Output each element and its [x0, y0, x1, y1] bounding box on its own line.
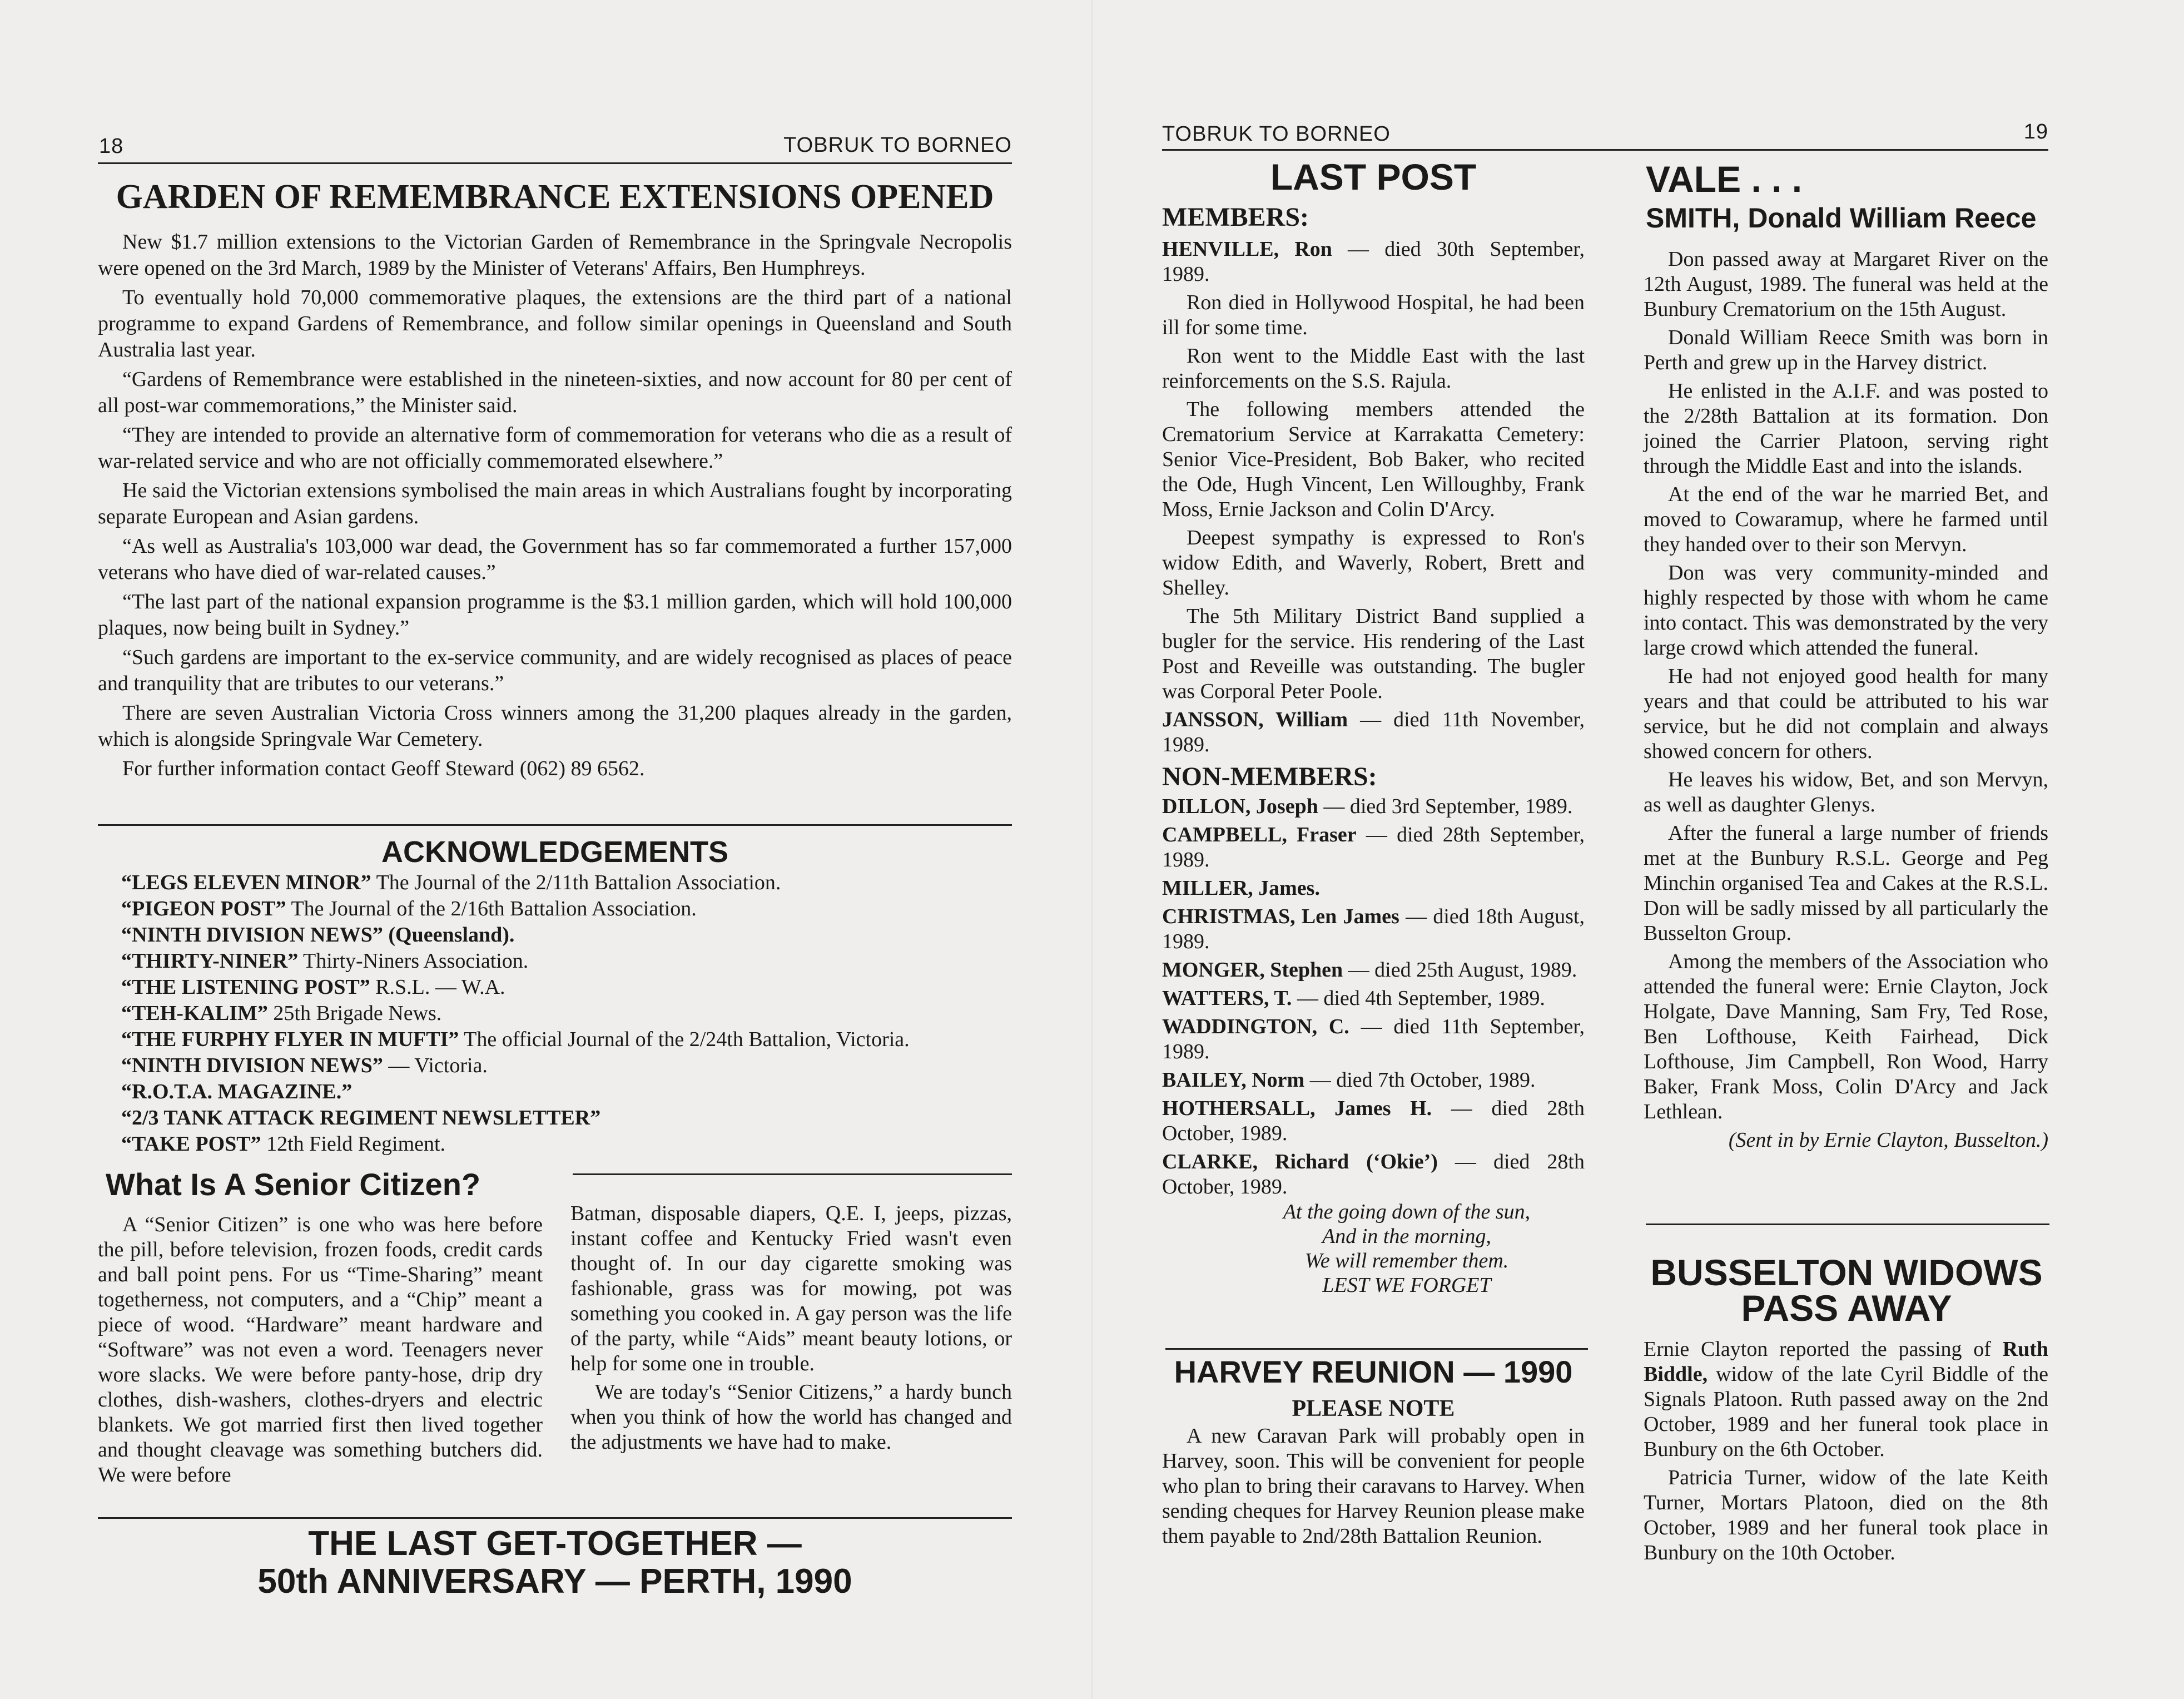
obituary-paragraph: Deepest sympathy is expressed to Ron's widow Edith, and Waverly, Robert, Brett and Shelley.: [1162, 526, 1585, 600]
ack-item-name: “PIGEON POST”: [121, 897, 286, 920]
running-head: TOBRUK TO BORNEO: [783, 133, 1012, 157]
ack-item: [121, 1000, 1011, 1027]
obituary-name: HENVILLE, Ron: [1162, 237, 1332, 261]
ack-item-name: “R.O.T.A. MAGAZINE.”: [121, 1080, 353, 1103]
senior-column-2: [570, 1201, 1012, 1455]
vale-title: VALE . . .: [1646, 158, 1803, 200]
members-heading: MEMBERS:: [1162, 202, 1309, 232]
obituary-entry: [1162, 1014, 1585, 1064]
garden-title: GARDEN OF REMEMBRANCE EXTENSIONS OPENED: [116, 178, 994, 216]
obituary-name: HOTHERSALL, James H.: [1162, 1097, 1432, 1120]
ack-item-name: “TAKE POST”: [121, 1132, 261, 1156]
obituary-date: — died 28th September, 1989.: [1162, 823, 1585, 871]
last-post-title: LAST POST: [1270, 156, 1477, 197]
section-rule: [98, 824, 1012, 826]
obituary-entry: [1162, 1096, 1585, 1146]
garden-paragraph: “They are intended to provide an alternative form of commemoration for veterans who die as a result of war-related service and who are not officially commemorated elsewhere.”: [98, 423, 1012, 473]
vale-paragraph: He had not enjoyed good health for many years and that could be attributed to his war service, but he did not complain and always showed concern for others.: [1644, 665, 2048, 763]
ack-item: [121, 948, 1011, 974]
page-number: 18: [99, 135, 124, 158]
obituary-date: — died 11th September, 1989.: [1162, 1015, 1585, 1063]
ack-item-desc: 25th Brigade News.: [267, 1002, 442, 1025]
ack-item-name: “NINTH DIVISION NEWS”: [121, 1054, 383, 1077]
vale-paragraph: Donald William Reece Smith was born in Perth and grew up in the Harvey district.: [1644, 326, 2048, 374]
obituary-paragraph: The 5th Military District Band supplied a bugler for the service. His rendering of the Last Post and Reveille was outstanding. The bugler was Corporal Peter Poole.: [1162, 605, 1585, 703]
vale-paragraph: Don passed away at Margaret River on the 12th August, 1989. The funeral was held at the Bunbury Crematorium on the 15th August.: [1644, 247, 2048, 321]
harvey-please-note: PLEASE NOTE: [1292, 1396, 1455, 1421]
garden-paragraph: To eventually hold 70,000 commemorative plaques, the extensions are the third part of a national programme to expand Gardens of Remembrance, and follow similar openings in Queensland and South Australia last year.: [98, 286, 1012, 361]
ack-item-name: “THE FURPHY FLYER IN MUFTI”: [121, 1028, 459, 1051]
ack-item-name: “THIRTY-NINER”: [121, 949, 299, 973]
busselton-column: [1644, 1337, 2048, 1569]
section-rule: [1646, 1224, 2049, 1225]
garden-paragraph: For further information contact Geoff Steward (062) 89 6562.: [122, 757, 645, 780]
obituary-date: — died 28th October, 1989.: [1162, 1097, 1585, 1145]
ack-item-desc: — Victoria.: [383, 1054, 488, 1077]
last-post-column: [1162, 201, 1585, 1297]
harvey-reunion-title: HARVEY REUNION — 1990: [1174, 1354, 1573, 1389]
ack-item-name: “TEH-KALIM”: [121, 1002, 268, 1025]
obituary-paragraph: Ron went to the Middle East with the last reinforcements on the S.S. Rajula.: [1162, 344, 1585, 393]
obituary-entry: [1162, 904, 1585, 954]
ack-item: [121, 1079, 1011, 1105]
ack-item: [121, 1053, 1011, 1079]
vale-name: SMITH, Donald William Reece: [1646, 202, 2037, 234]
obituary-name: WADDINGTON, C.: [1162, 1015, 1349, 1038]
ack-item-desc: Thirty-Niners Association.: [298, 949, 529, 973]
vale-paragraph: At the end of the war he married Bet, and moved to Cowaramup, where he farmed until they handed over to their son Mervyn.: [1644, 483, 2048, 556]
section-rule: [573, 1173, 1012, 1175]
header-rule: [98, 162, 1012, 164]
vale-paragraph: He enlisted in the A.I.F. and was posted to the 2/28th Battalion at its formation. Don joined the Carrier Platoon, serving right through the Middle East and into the islands.: [1644, 379, 2048, 478]
vale-column: [1644, 247, 2048, 1153]
obituary-date: — died 25th August, 1989.: [1343, 958, 1577, 982]
section-rule: [1165, 1348, 1588, 1350]
get-together-line-1: THE LAST GET-TOGETHER —: [308, 1524, 802, 1563]
obituary-entry: [1162, 958, 1585, 983]
obituary-name: CLARKE, Richard (‘Okie’): [1162, 1150, 1438, 1173]
busselton-paragraph: Patricia Turner, widow of the late Keith Turner, Mortars Platoon, died on the 8th October, 1989 and her funeral took place in Bunbury on the 10th October.: [1644, 1466, 2048, 1564]
page-number: 19: [2023, 120, 2048, 143]
ack-item: [121, 896, 1011, 922]
obituary-entry: [1162, 707, 1585, 757]
obituary-date: — died 7th October, 1989.: [1304, 1068, 1536, 1092]
section-rule: [98, 1517, 1012, 1519]
vale-paragraph: After the funeral a large number of friends met at the Bunbury R.S.L. George and Peg Minchin organised Tea and Cakes at the R.S.L. Don will be sadly missed by all particularly the Busselton Group.: [1644, 821, 2048, 945]
ack-item-name: “LEGS ELEVEN MINOR”: [121, 871, 371, 894]
busselton-paragraph: [1644, 1337, 2048, 1462]
garden-article: [98, 229, 1012, 785]
ack-item: [121, 974, 1011, 1000]
obituary-entry: [1162, 794, 1585, 819]
obituary-paragraph: The following members attended the Crematorium Service at Karrakatta Cemetery: Senior Vice-President, Bob Baker, who recited the Ode, Hugh Vincent, Len Willoughby, Frank Moss, Ernie Jackson and Colin D'Arcy.: [1162, 398, 1585, 521]
ode-line: And in the morning,: [1322, 1225, 1491, 1248]
obituary-entry: [1162, 237, 1585, 287]
senior-column-1: [98, 1212, 543, 1488]
obituary-date: — died 11th November, 1989.: [1162, 708, 1585, 756]
ack-item: [121, 1131, 1011, 1157]
busselton-text: widow of the late Cyril Biddle of the Signals Platoon. Ruth passed away on the 2nd October, 1989 and her funeral took place in Bunbury on the 6th October.: [1644, 1363, 2048, 1461]
obituary-name: BAILEY, Norm: [1162, 1068, 1305, 1092]
garden-paragraph: “The last part of the national expansion programme is the $3.1 million garden, which will hold 100,000 plaques, now being built in Sydney.”: [98, 590, 1012, 640]
garden-paragraph: “As well as Australia's 103,000 war dead, the Government has so far commemorated a further 157,000 veterans who have died of war-related causes.”: [98, 534, 1012, 584]
busselton-title-line: PASS AWAY: [1741, 1287, 1952, 1329]
non-members-heading: NON-MEMBERS:: [1162, 762, 1377, 791]
ack-item-name: “NINTH DIVISION NEWS” (Queensland).: [121, 923, 515, 947]
ack-item: [121, 1105, 1011, 1131]
ack-item: [121, 1027, 1011, 1053]
busselton-widow-name: Ruth Biddle,: [1644, 1338, 2048, 1386]
busselton-title: [1644, 1252, 2049, 1329]
obituary-name: JANSSON, William: [1162, 708, 1348, 731]
garden-paragraph: There are seven Australian Victoria Cross winners among the 31,200 plaques already in the garden, which is alongside Springvale War Cemetery.: [98, 701, 1012, 751]
ode-line: We will remember them.: [1304, 1249, 1509, 1272]
senior-paragraph: Batman, disposable diapers, Q.E. I, jeeps, pizzas, instant coffee and Kentucky Fried wasn't even thought of. In our day cigarette smoking was fashionable, grass was for mowing, pot was something you cooked in. A gay person was the life of the party, while “Aids” meant beauty lotions, or help for some one in trouble.: [570, 1202, 1012, 1375]
ack-item-desc: R.S.L. — W.A.: [370, 975, 505, 999]
garden-paragraph: “Gardens of Remembrance were established in the nineteen-sixties, and now account for 80 per cent of all post-war commemorations,” the Minister said.: [98, 368, 1012, 417]
acknowledgements-list: [121, 870, 1011, 1157]
obituary-date: — died 18th August, 1989.: [1162, 905, 1585, 953]
obituary-entry: [1162, 1150, 1585, 1200]
obituary-entry: [1162, 823, 1585, 873]
ode-line: At the going down of the sun,: [1283, 1200, 1531, 1224]
garden-paragraph: He said the Victorian extensions symbolised the main areas in which Australians fought by incorporating separate European and Asian gardens.: [98, 479, 1012, 528]
obituary-name: DILLON, Joseph: [1162, 795, 1318, 818]
obituary-date: — died 4th September, 1989.: [1292, 987, 1545, 1010]
obituary-date: — died 3rd September, 1989.: [1318, 795, 1573, 818]
obituary-paragraph: Ron died in Hollywood Hospital, he had been ill for some time.: [1162, 291, 1585, 339]
harvey-reunion-text: [1162, 1424, 1585, 1549]
obituary-name: MILLER, James.: [1162, 876, 1320, 900]
garden-paragraph: New $1.7 million extensions to the Victorian Garden of Remembrance in the Springvale Necropolis were opened on the 3rd March, 1989 by the Minister of Veterans' Affairs, Ben Humphreys.: [98, 230, 1012, 280]
obituary-name: WATTERS, T.: [1162, 987, 1292, 1010]
ack-item-name: “THE LISTENING POST”: [121, 975, 370, 999]
get-together-line-2: 50th ANNIVERSARY — PERTH, 1990: [257, 1562, 852, 1601]
obituary-name: CAMPBELL, Fraser: [1162, 823, 1357, 846]
obituary-name: MONGER, Stephen: [1162, 958, 1343, 982]
senior-paragraph: We are today's “Senior Citizens,” a hardy bunch when you think of how the world has changed and the adjustments we have had to make.: [570, 1380, 1012, 1454]
ode-verse: [1162, 1200, 1585, 1297]
ack-item: [121, 870, 1011, 896]
header-rule: [1162, 149, 2048, 151]
ack-item-name: “2/3 TANK ATTACK REGIMENT NEWSLETTER”: [121, 1106, 601, 1130]
ack-item-desc: The Journal of the 2/16th Battalion Association.: [286, 897, 697, 920]
ack-item: [121, 922, 1011, 948]
running-head: TOBRUK TO BORNEO: [1162, 122, 1391, 146]
busselton-title-line: BUSSELTON WIDOWS: [1650, 1252, 2043, 1293]
obituary-date: — died 30th September, 1989.: [1162, 237, 1585, 286]
senior-citizen-title: What Is A Senior Citizen?: [106, 1167, 481, 1202]
busselton-text: Ernie Clayton reported the passing of: [1644, 1338, 2003, 1361]
vale-paragraph: Among the members of the Association who attended the funeral were: Ernie Clayton, Jock Holgate, Dave Manning, Sam Fry, Ted Rose, Ben Lofthouse, Keith Fairhead, Dick Lofthouse, Jim Campbell, Ron Wood, Harry Baker, Frank Moss, Colin D'Arcy and Jack Lethlean.: [1644, 950, 2048, 1123]
vale-paragraph: Don was very community-minded and highly respected by those with whom he came into contact. This was demonstrated by the very large crowd which attended the funeral.: [1644, 561, 2048, 660]
vale-paragraph: He leaves his widow, Bet, and son Mervyn, as well as daughter Glenys.: [1644, 768, 2048, 816]
obituary-entry: [1162, 1068, 1585, 1093]
left-page: [0, 0, 1091, 1699]
garden-paragraph: “Such gardens are important to the ex-service community, and are widely recognised as places of peace and tranquility that are tributes to our veterans.”: [98, 646, 1012, 695]
senior-paragraph: A “Senior Citizen” is one who was here before the pill, before television, frozen foods, credit cards and ball point pens. For us “Time-Sharing” meant togetherness, not computers, and a “Chip” meant a piece of wood. “Hardware” meant hardware and “Software” was not even a word. Teenagers never wore slacks. We were before panty-hose, drip dry clothes, dish-washers, clothes-dryers and electric blankets. We got married first then lived together and thought cleavage was something butchers did. We were before: [98, 1213, 543, 1487]
acknowledgements-title: ACKNOWLEDGEMENTS: [381, 835, 728, 869]
vale-sent-in: (Sent in by Ernie Clayton, Busselton.): [1728, 1128, 2048, 1152]
obituary-entry: [1162, 986, 1585, 1011]
obituary-entry: [1162, 876, 1585, 901]
lest-we-forget: LEST WE FORGET: [1322, 1274, 1491, 1297]
ack-item-desc: 12th Field Regiment.: [261, 1132, 446, 1156]
harvey-paragraph: A new Caravan Park will probably open in Harvey, soon. This will be convenient for people who plan to bring their caravans to Harvey. When sending cheques for Harvey Reunion please make them payable to 2nd/28th Battalion Reunion.: [1162, 1424, 1585, 1548]
ack-item-desc: The official Journal of the 2/24th Battalion, Victoria.: [459, 1028, 910, 1051]
ack-item-desc: The Journal of the 2/11th Battalion Association.: [371, 871, 781, 894]
right-page: [1093, 0, 2184, 1699]
obituary-name: CHRISTMAS, Len James: [1162, 905, 1399, 928]
obituary-date: — died 28th October, 1989.: [1162, 1150, 1585, 1198]
